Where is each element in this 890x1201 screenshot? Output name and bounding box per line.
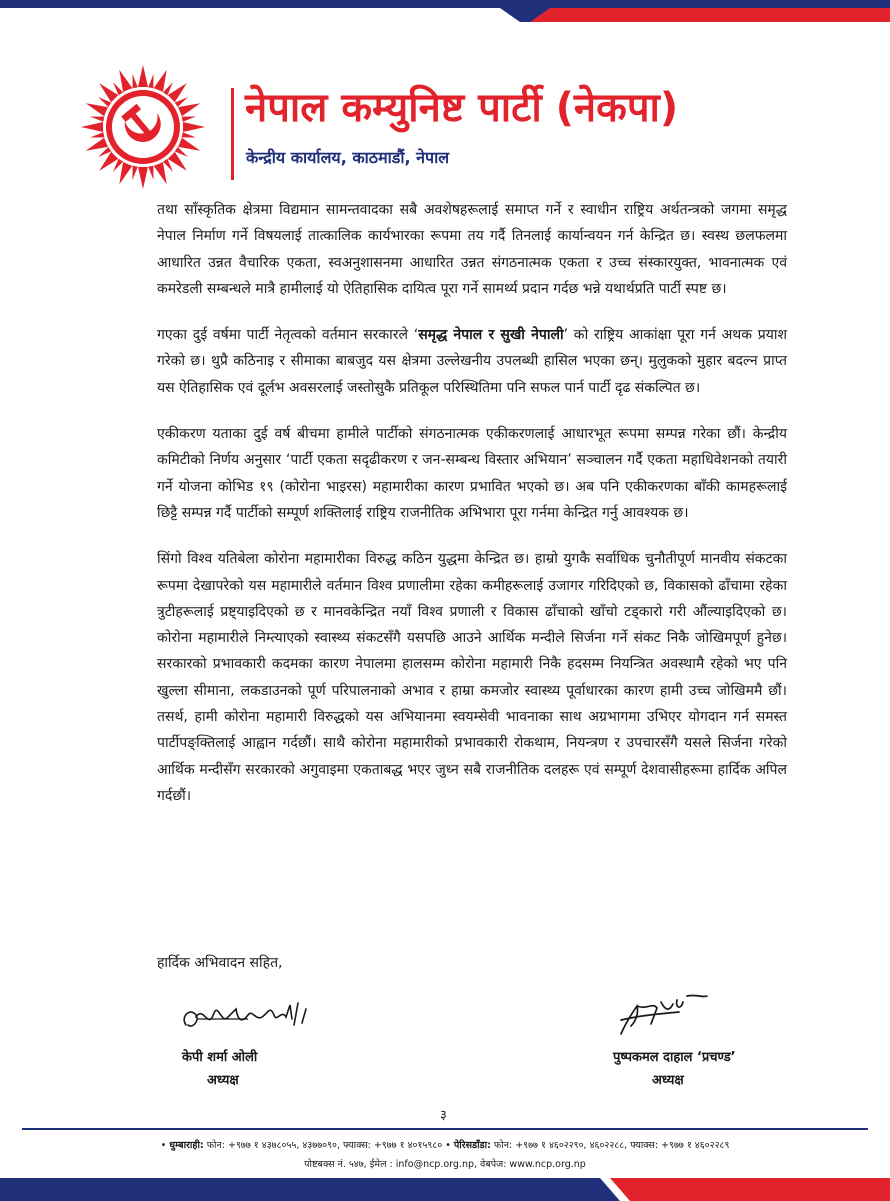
signer1-name: केपी शर्मा ओली — [182, 1050, 258, 1065]
party-emblem-icon — [80, 64, 206, 190]
paragraph-1: तथा साँस्कृतिक क्षेत्रमा विद्यमान सामन्तवादका सबै अवशेषहरूलाई समाप्त गर्ने र स्वाधीन राष्ट्रिय अर्थतन्त्रको जगमा समृद्ध नेपाल निर्माण गर्ने विषयलाई तात्कालिक कार्यभारका रूपमा तय गर्दै तिनलाई कार्यान्वयन गर्न केन्द्रित छ। स्वस्थ छलफलमा आधारित उन्नत वैचारिक एकता, स्वअनुशासनमा आधारित उन्नत संगठनात्मक एकता र उच्च संस्कारयुक्त, भावनात्मक एवं कमरेडली सम्बन्धले मात्रै हामीलाई यो ऐतिहासिक दायित्व पूरा गर्ने सामर्थ्य प्रदान गर्दछ भन्ने यथार्थप्रति पार्टी स्पष्ट छ। — [157, 202, 787, 297]
top-decor-stripe — [0, 0, 890, 22]
bottom-decor-stripe — [0, 1178, 890, 1201]
office-address: केन्द्रीय कार्यालय, काठमाडौं, नेपाल — [246, 148, 450, 167]
paragraph-3: एकीकरण यताका दुई वर्ष बीचमा हामीले पार्टीको संगठनात्मक एकीकरणलाई आधारभूत रूपमा सम्पन्न गरेका छौं। केन्द्रीय कमिटीको निर्णय अनुसार ‘पार्टी एकता सदृढीकरण र जन-सम्बन्ध विस्तार अभियान’ सञ्चालन गर्दै एकता महाधिवेशनको तयारी गर्ने योजना कोभिड १९ (कोरोना भाइरस) महामारीका कारण प्रभावित भएको छ। अब पनि एकीकरणका बाँकी कामहरूलाई छिट्टै सम्पन्न गर्दै पार्टीको सम्पूर्ण शक्तिलाई राष्ट्रिय राजनीतिक अभिभारा पूरा गर्नमा केन्द्रित गर्नु आवश्यक छ। — [157, 426, 787, 521]
signer2-name: पुष्पकमल दाहाल ‘प्रचण्ड’ — [613, 1050, 736, 1065]
header-divider — [231, 88, 234, 180]
signature-prachanda-image — [607, 990, 717, 1040]
signer1-title: अध्यक्ष — [207, 1073, 239, 1088]
page-number: ३ — [440, 1108, 447, 1123]
closing-greeting: हार्दिक अभिवादन सहित, — [157, 955, 283, 971]
footer-contact-line-1: • धुम्बाराही: फोन: +९७७ १ ४३७८०५५, ४३७७०९०, फ्याक्स: +९७७ १ ४०१५९८० • पेरिसडाँडा: फोन: +९७७ १ ४६०२२९०, ४६०२२८८, फ्याक्स: +९७७ १ ४६०२२८९ — [160, 1140, 730, 1151]
letter-body — [157, 197, 787, 829]
signer2-title: अध्यक्ष — [652, 1073, 684, 1088]
paragraph-4: सिंगो विश्व यतिबेला कोरोना महामारीका विरुद्ध कठिन युद्धमा केन्द्रित छ। हाम्रो युगकै सर्वाधिक चुनौतीपूर्ण मानवीय संकटका रूपमा देखापरेको यस महामारीले वर्तमान विश्व प्रणालीमा रहेका कमीहरूलाई उजागर गरिदिएको छ, विकासको ढाँचामा रहेका त्रुटीहरूलाई प्रष्ट्याइदिएको छ र मानवकेन्द्रित नयाँ विश्व प्रणाली र विकास ढाँचाको खाँचो टड्कारो गरी औंल्याइदिएको छ। कोरोना महामारीले निम्त्याएको स्वास्थ्य संकटसँगै यसपछि आउने आर्थिक मन्दीले सिर्जना गर्ने संकट निकै जोखिमपूर्ण हुनेछ। सरकारको प्रभावकारी कदमका कारण नेपालमा हालसम्म कोरोना महामारी निकै हदसम्म नियन्त्रित अवस्थामै रहेको भए पनि खुल्ला सीमाना, लकडाउनको पूर्ण परिपालनाको अभाव र हाम्रा कमजोर स्वास्थ्य पूर्वाधारका कारण हामी उच्च जोखिममै छौं। तसर्थ, हामी कोरोना महामारी विरुद्धको यस अभियानमा स्वयम्सेवी भावनाका साथ अग्रभागमा उभिएर योगदान गर्न समस्त पार्टीपङ्क्तिलाई आह्वान गर्दछौं। साथै कोरोना महामारीको प्रभावकारी रोकथाम, नियन्त्रण र उपचारसँगै यसले सिर्जना गरेको आर्थिक मन्दीसँग सरकारको अगुवाइमा एकताबद्ध भएर जुध्न सबै राजनीतिक दलहरू एवं सम्पूर्ण देशवासीहरूमा हार्दिक अपिल गर्दछौं। — [157, 551, 787, 804]
footer-rule — [22, 1128, 868, 1130]
footer-contact-line-2: पोष्टबक्स नं. ५४७, ईमेल : info@ncp.org.np, वेबपेज: www.ncp.org.np — [304, 1159, 586, 1170]
party-name: नेपाल कम्युनिष्ट पार्टी (नेकपा) — [245, 85, 679, 131]
signature-oli-image — [178, 995, 338, 1040]
paragraph-2: गएका दुई वर्षमा पार्टी नेतृत्वको वर्तमान सरकारले ‘समृद्ध नेपाल र सुखी नेपाली’ को राष्ट्रिय आकांक्षा पूरा गर्न अथक प्रयाश गरेको छ। थुप्रै कठिनाइ र सीमाका बाबजुद यस क्षेत्रमा उल्लेखनीय उपलब्धी हासिल भएका छन्। मुलुकको मुहार बदल्न प्राप्त यस ऐतिहासिक एवं दूर्लभ अवसरलाई जस्तोसुकै प्रतिकूल परिस्थितिमा पनि सफल पार्न पार्टी दृढ संकल्पित छ। — [157, 327, 788, 396]
slogan: समृद्ध नेपाल र सुखी नेपाली — [418, 327, 564, 344]
bullet-icon: • — [160, 1140, 170, 1151]
bullet-icon: • — [445, 1140, 454, 1151]
